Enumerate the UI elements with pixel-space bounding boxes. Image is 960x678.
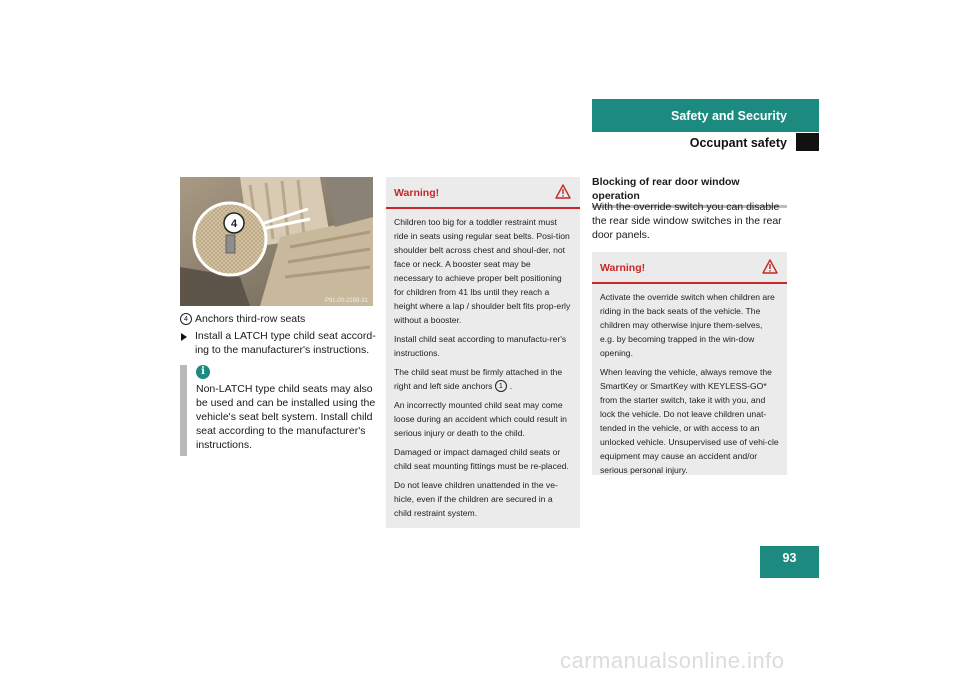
warning-title: Warning!: [600, 262, 646, 274]
warning-title: Warning!: [394, 187, 440, 199]
warning-triangle-icon: [762, 259, 778, 274]
warning-header: [592, 252, 787, 284]
caption-marker: 4: [180, 313, 192, 325]
info-text: Non-LATCH type child seats may also be used and can be installed using the vehicle's seat belt system. Install child seat according to the manufacturer's instructions.: [196, 383, 376, 451]
caption-text: Anchors third-row seats: [195, 313, 306, 325]
warning-paragraph: Install child seat according to manufactu-rer's instructions.: [394, 334, 567, 358]
info-icon: i: [196, 365, 210, 379]
section-text: With the override switch you can disable the rear side window switches in the rear door panels.: [592, 201, 782, 241]
section-title: Blocking of rear door window operation: [592, 175, 787, 208]
step-arrow-icon: [181, 333, 187, 341]
photo-code: P91.00-2188-31: [324, 298, 368, 304]
instruction-text: Install a LATCH type child seat accord-ing to the manufacturer's instructions.: [195, 330, 376, 356]
warning-box-override-switch: [592, 252, 787, 475]
warning-paragraph-anchors: [394, 365, 572, 393]
warning-paragraph: Children too big for a toddler restraint must ride in seats using regular seat belts. Posi-tion shoulder belt across chest and shoul-der, not face or neck. A booster seat may be necessary to achieve proper belt positioning for children from 41 lbs until they reach a height where a lap / shoulder belt fits prop-erly without a booster.: [394, 217, 571, 325]
warning-paragraph-text: The child seat must be firmly attached in the right and left side anchors: [394, 367, 563, 391]
info-note: [180, 365, 380, 456]
instruction-step: [180, 329, 380, 357]
warning-paragraph: When leaving the vehicle, always remove the SmartKey or SmartKey with KEYLESS-GO* from the starter switch, take it with you, and lock the vehicle. Do not leave children unat-tended in the vehicle, or with access to an unlocked vehicle. Unsupervised use of vehi-cle equipment may cause an accident and/or serious personal injury.: [600, 367, 779, 475]
warning-triangle-icon: [555, 184, 571, 199]
child-seat-anchor-photo: [180, 177, 373, 306]
photo-callout-4: 4: [230, 218, 238, 230]
section-header-subtitle: Occupant safety: [689, 136, 787, 150]
header-band: [592, 99, 819, 132]
page-number: 93: [760, 546, 819, 578]
anchor-suffix: .: [509, 381, 513, 391]
watermark: carmanualsonline.info: [560, 648, 785, 673]
photo-caption: [180, 312, 305, 326]
anchor-marker: 1: [495, 380, 507, 392]
warning-box-child-seats: [386, 177, 580, 528]
header-tab-block: [796, 133, 819, 151]
section-header-title: Safety and Security: [670, 108, 787, 123]
warning-paragraph: Do not leave children unattended in the ve-hicle, even if the children are secured in a child restraint system.: [394, 480, 558, 518]
warning-paragraph: Activate the override switch when children are riding in the back seats of the vehicle. The children may otherwise injure them-selves, e.g. by becoming trapped in the win-dow opening.: [600, 292, 775, 358]
warning-paragraph: Damaged or impact damaged child seats or child seat mounting fittings must be re-placed.: [394, 447, 569, 471]
warning-paragraph: An incorrectly mounted child seat may come loose during an accident which could result in serious injury or death to the child.: [394, 400, 567, 438]
warning-header: [386, 177, 580, 209]
